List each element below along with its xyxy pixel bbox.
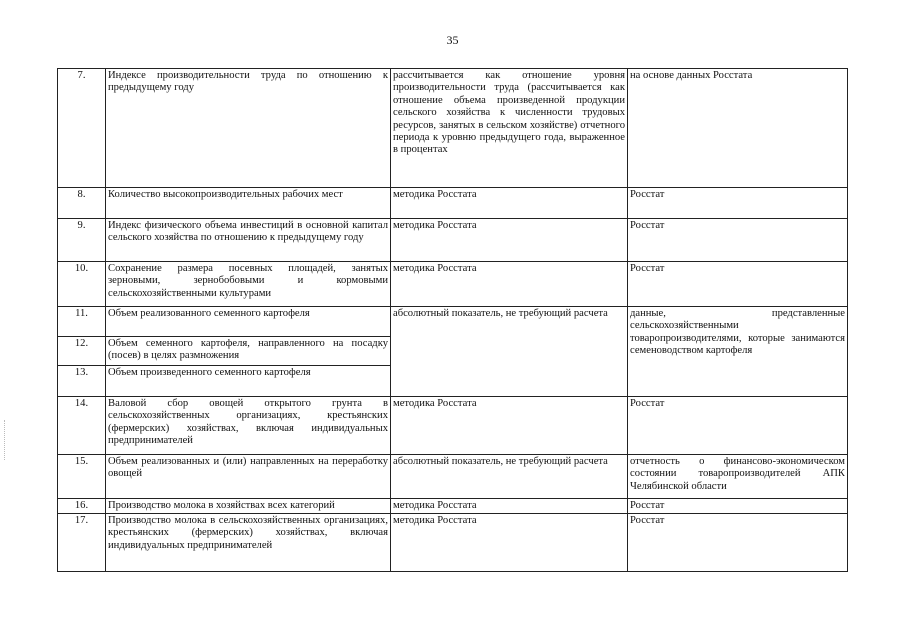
row-number: 16. — [58, 499, 106, 514]
calculation-method: абсолютный показатель, не требующий расчета — [391, 455, 628, 499]
data-source: Росстат — [628, 219, 848, 262]
row-number: 8. — [58, 188, 106, 219]
indicator-name: Объем произведенного семенного картофеля — [106, 366, 391, 397]
table-row — [58, 262, 848, 307]
data-source: отчетность о финансово-экономическом состоянии товаропроизводителей АПК Челябинской области — [628, 455, 848, 499]
indicator-name: Количество высокопроизводительных рабочих мест — [106, 188, 391, 219]
row-number: 12. — [58, 337, 106, 366]
row-number: 9. — [58, 219, 106, 262]
table-row — [58, 188, 848, 219]
calculation-method: рассчитывается как отношение уровня производительности труда (рассчитывается как отношение объема произведенной продукции сельского хозяйства к численности трудовых ресурсов, занятых в сельском хозяйстве) отчетного периода к уровню предыдущего года, выраженное в процентах — [391, 69, 628, 188]
data-source: Росстат — [628, 188, 848, 219]
table-row — [58, 514, 848, 572]
indicator-name: Сохранение размера посевных площадей, занятых зерновыми, зернобобовыми и кормовыми сельскохозяйственными культурами — [106, 262, 391, 307]
calculation-method: методика Росстата — [391, 499, 628, 514]
scan-margin-mark — [4, 420, 7, 460]
data-source: Росстат — [628, 514, 848, 572]
table-row — [58, 397, 848, 455]
data-source: на основе данных Росстата — [628, 69, 848, 188]
indicator-name: Индекс физического объема инвестиций в основной капитал сельского хозяйства по отношению к предыдущему году — [106, 219, 391, 262]
table-row — [58, 455, 848, 499]
indicator-name: Индексе производительности труда по отношению к предыдущему году — [106, 69, 391, 188]
calculation-method: методика Росстата — [391, 219, 628, 262]
row-number: 17. — [58, 514, 106, 572]
row-number: 7. — [58, 69, 106, 188]
page-number: 35 — [446, 33, 459, 47]
data-source: Росстат — [628, 499, 848, 514]
row-number: 13. — [58, 366, 106, 397]
row-number: 11. — [58, 307, 106, 337]
row-number: 15. — [58, 455, 106, 499]
calculation-method: абсолютный показатель, не требующий расчета — [391, 307, 628, 397]
calculation-method: методика Росстата — [391, 397, 628, 455]
row-number: 14. — [58, 397, 106, 455]
calculation-method: методика Росстата — [391, 188, 628, 219]
indicators-table — [57, 68, 848, 572]
indicator-name: Производство молока в хозяйствах всех категорий — [106, 499, 391, 514]
table-row — [58, 219, 848, 262]
calculation-method: методика Росстата — [391, 514, 628, 572]
indicator-name: Объем реализованных и (или) направленных на переработку овощей — [106, 455, 391, 499]
table-row — [58, 307, 848, 337]
indicator-name: Валовой сбор овощей открытого грунта в сельскохозяйственных организациях, крестьянских (фермерских) хозяйствах, включая индивидуальных предпринимателей — [106, 397, 391, 455]
calculation-method: методика Росстата — [391, 262, 628, 307]
table-row — [58, 499, 848, 514]
indicator-name: Производство молока в сельскохозяйственных организациях, крестьянских (фермерских) хозяйствах, включая индивидуальных предпринимателей — [106, 514, 391, 572]
data-source: Росстат — [628, 262, 848, 307]
indicator-name: Объем семенного картофеля, направленного на посадку (посев) в целях размножения — [106, 337, 391, 366]
data-source: данные, представленные сельскохозяйственными товаропроизводителями, которые занимаются семеноводством картофеля — [628, 307, 848, 397]
row-number: 10. — [58, 262, 106, 307]
indicator-name: Объем реализованного семенного картофеля — [106, 307, 391, 337]
table-row — [58, 69, 848, 188]
data-source: Росстат — [628, 397, 848, 455]
